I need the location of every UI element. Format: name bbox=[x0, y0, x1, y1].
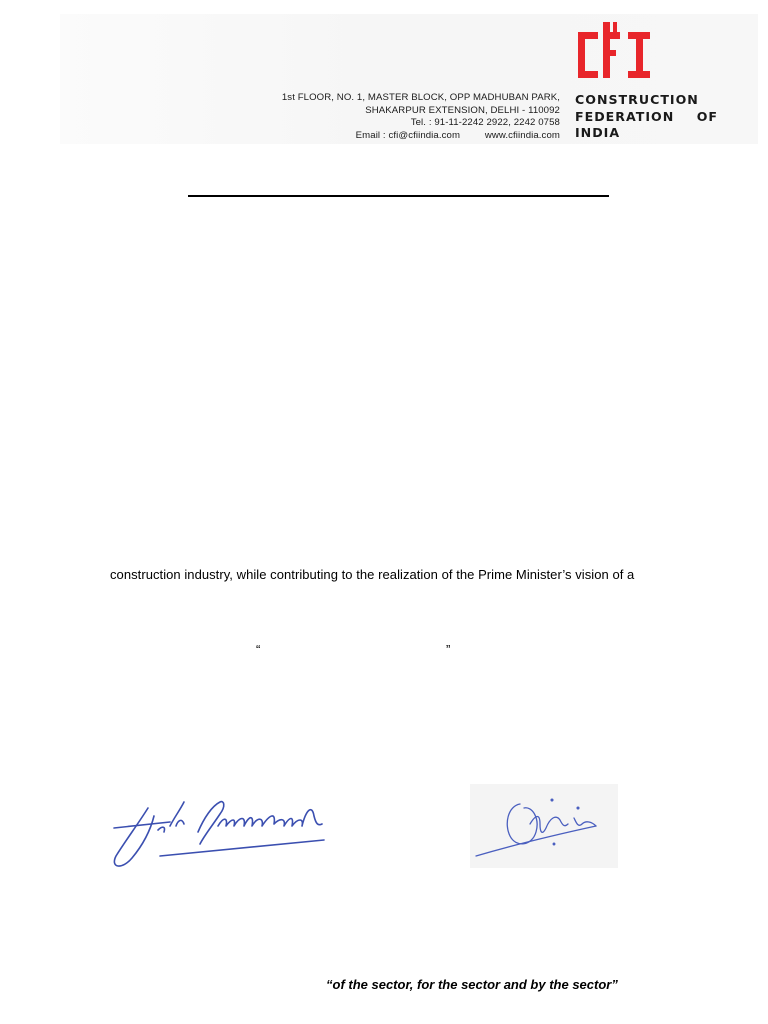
signature-left bbox=[108, 796, 330, 872]
organization-name bbox=[575, 92, 725, 142]
header-divider bbox=[188, 195, 609, 197]
quote-close-mark: ” bbox=[446, 642, 451, 657]
email-address: Email : cfi@cfiindia.com bbox=[355, 129, 461, 141]
org-name-line-2 bbox=[575, 109, 718, 126]
body-text-line: construction industry, while contributing to the realization of the Prime Minister’s vision of a bbox=[110, 567, 635, 582]
signature-right bbox=[470, 784, 618, 868]
cfi-logo bbox=[576, 20, 652, 80]
org-name-line-3: INDIA bbox=[575, 125, 621, 141]
footer-tagline: “of the sector, for the sector and by the sector” bbox=[326, 977, 618, 992]
org-name-line-1: CONSTRUCTION bbox=[575, 92, 699, 107]
org-name-word-federation: FEDERATION bbox=[575, 108, 675, 124]
address-line-2: SHAKARPUR EXTENSION, DELHI - 110092 bbox=[365, 104, 560, 116]
quote-open-mark: “ bbox=[256, 642, 261, 657]
address-line-1: 1st FLOOR, NO. 1, MASTER BLOCK, OPP MADHUBAN PARK, bbox=[281, 92, 560, 103]
org-name-word-of: OF bbox=[696, 108, 718, 124]
website-address: www.cfiindia.com bbox=[484, 129, 560, 141]
letterhead-address bbox=[232, 92, 560, 142]
phone-numbers: Tel. : 91-11-2242 2922, 2242 0758 bbox=[410, 117, 560, 129]
contact-row bbox=[232, 130, 560, 143]
